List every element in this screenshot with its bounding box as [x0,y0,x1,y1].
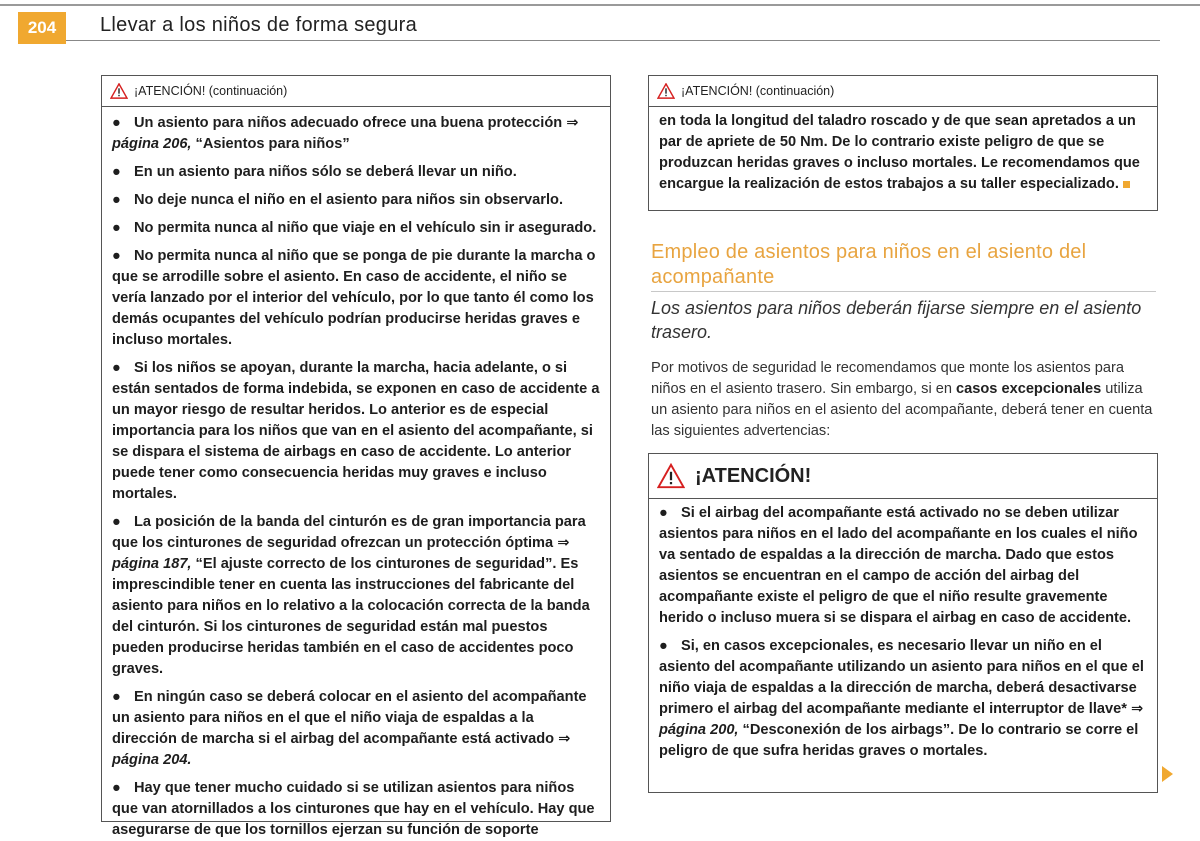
top-rule [0,4,1200,6]
list-item: ● Si el airbag del acompañante está activado no se deben utilizar asientos para niños en el lado del acompañante en los cuales el niño va sentado de espaldas a la dirección de marcha. Dado que estos asientos se encuentran en el campo de acción del airbag del acompañante existe el peligro de que el niño resulte gravemente herido o incluso muera si se dispara el airbag en caso de accidente. [659,505,1138,626]
list-item: ● En ningún caso se deberá colocar en el asiento del acompañante un asiento para niños en el que el niño viaja de espaldas a la dirección de marcha si el airbag del acompañante está activado ⇒ página 204. [112,689,587,768]
warning-title: ¡ATENCIÓN! (continuación) [134,84,288,98]
warning-header [102,76,610,107]
warning-title: ¡ATENCIÓN! [695,464,812,487]
section-paragraph: Por motivos de seguridad le recomendamos que monte los asientos para niños en el asiento trasero. Sin embargo, si en casos excepcionales utiliza un asiento para niños en el asiento del acompañante, deberá tener en cuenta las siguientes advertencias: [651,360,1153,439]
list-item: ● No deje nunca el niño en el asiento para niños sin observarlo. [112,192,563,208]
page-link[interactable]: ⇒ página 206, [112,115,579,152]
warning-body [102,107,610,841]
warning-box-right [648,75,1158,211]
continue-arrow-icon [1162,766,1173,782]
list-item: ● Si, en casos excepcionales, es necesario llevar un niño en el asiento del acompañante utilizando un asiento para niños en el que el niño viaja de espaldas a la dirección de marcha, deberá desactivarse primero el airbag del acompañante mediante el interruptor de llave* ⇒ página 200, “Desconexión de los airbags”. De lo contrario se corre el peligro de que sufra heridas graves o mortales. [659,638,1144,759]
page-title: Llevar a los niños de forma segura [100,14,418,36]
warning-box-main [648,453,1158,793]
list-item: ● Hay que tener mucho cuidado si se utilizan asientos para niños que van atornillados a los cinturones que hay en el vehículo. Hay que asegurarse de que los tornillos ejerzan su función de soporte [112,780,595,838]
page-link[interactable]: ⇒ página 187, [112,535,570,572]
warning-header [649,76,1157,107]
page-link[interactable]: ⇒ página 200, [659,701,1144,738]
list-item: ● No permita nunca al niño que se ponga de pie durante la marcha o que se arrodille sobre el asiento. En caso de accidente, el niño se vería lanzado por el interior del vehículo, por lo que tanto él como los demás ocupantes del vehículo podrían producirse heridas graves e incluso mortales. [112,248,596,348]
list-item: ● Un asiento para niños adecuado ofrece una buena protección ⇒ página 206, “Asientos para niños” [112,115,579,152]
end-mark-icon [1123,181,1130,188]
warning-box-left [101,75,611,838]
section-divider [651,291,1156,292]
section-lead: Los asientos para niños deberán fijarse siempre en el asiento trasero. [651,298,1142,342]
list-item: ● La posición de la banda del cinturón es de gran importancia para que los cinturones de seguridad ofrezcan un protección óptima ⇒ página 187, “El ajuste correcto de los cinturones de seguridad”. Es imprescindible tener en cuenta las instrucciones del fabricante del asiento para niños en lo relativo a la colocación correcta de la banda del cinturón. Si los cinturones de seguridad están mal puestos pueden producirse heridas también en el caso de accidentes poco graves. [112,514,590,677]
warning-triangle-icon [110,83,128,99]
list-item: ● No permita nunca al niño que viaje en el vehículo sin ir asegurado. [112,220,597,236]
warning-body: en toda la longitud del taladro roscado y de que sean apretados a un par de apriete de 50 Nm. De lo contrario existe peligro de que se produzcan heridas graves o incluso mortales. Le recomendamos que encargue la realización de estos trabajos a su taller especializado. [659,113,1140,192]
list-item: ● Si los niños se apoyan, durante la marcha, hacia adelante, o si están sentados de forma indebida, se exponen en caso de accidente a un mayor riesgo de resultar heridos. Lo anterior es de especial importancia para los niños que van en el asiento del acompañante, si se dispara el sistema de airbags en caso de accidente. Lo anterior puede tener como consecuencia heridas muy graves e incluso mortales. [112,360,600,502]
section-heading: Empleo de asientos para niños en el asiento del acompañante [651,241,1087,288]
warning-triangle-icon [657,83,675,99]
page-number: 204 [18,12,66,44]
warning-title: ¡ATENCIÓN! (continuación) [681,84,835,98]
list-item: ● En un asiento para niños sólo se deberá llevar un niño. [112,164,517,180]
warning-triangle-icon [657,463,685,489]
warning-body [649,499,1157,762]
header-divider [66,40,1160,41]
warning-header [649,454,1157,499]
page-link[interactable]: ⇒ página 204. [112,731,571,768]
